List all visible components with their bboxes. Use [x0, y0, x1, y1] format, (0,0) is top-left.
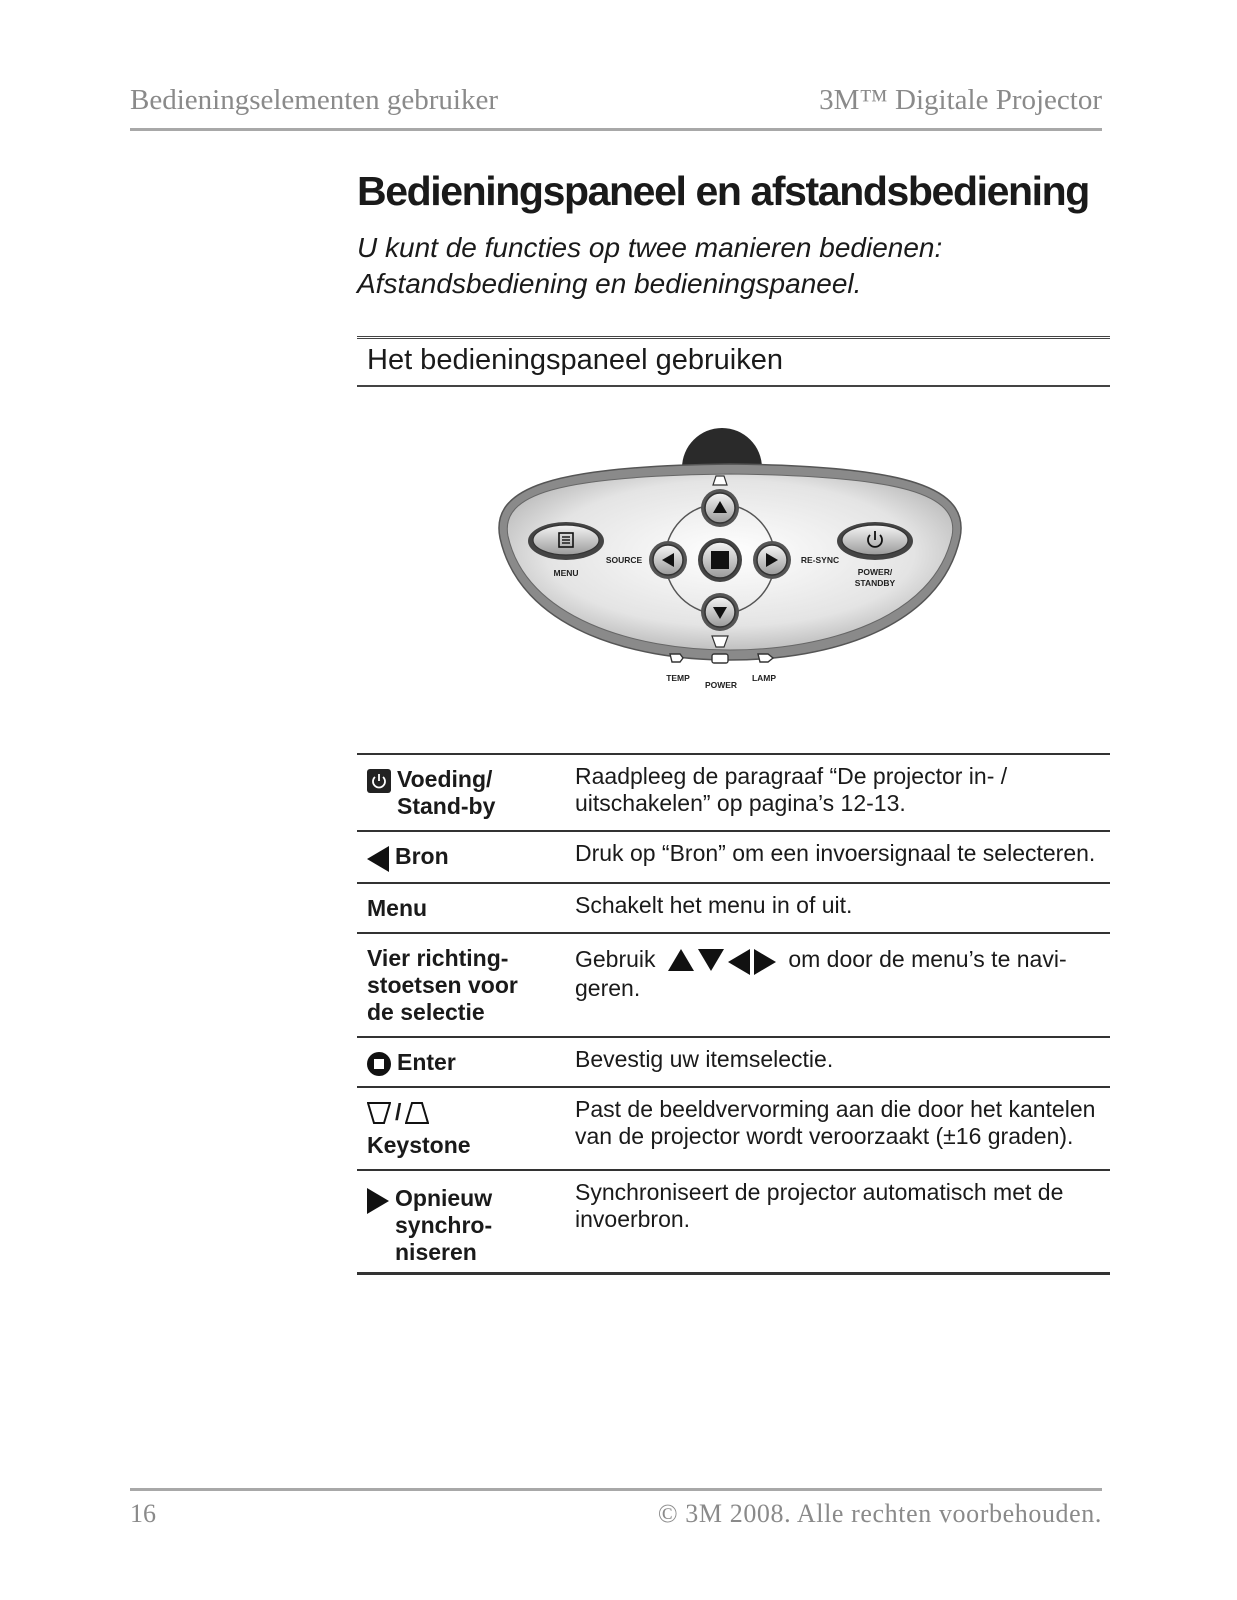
table-row	[357, 933, 1110, 1037]
row-description-before: Gebruik	[575, 946, 656, 972]
section-heading	[357, 336, 1110, 387]
row-description: Druk op “Bron” om een invoersignaal te selecteren.	[565, 831, 1110, 883]
panel-label-menu: MENU	[553, 568, 579, 578]
page-number: 16	[130, 1499, 156, 1528]
row-label: Opnieuw	[395, 1185, 493, 1211]
row-label: synchro-	[395, 1212, 493, 1238]
row-label: Voeding/	[397, 766, 493, 792]
keystone-up-mark	[713, 476, 727, 485]
row-label: Enter	[397, 1049, 456, 1075]
copyright-notice: © 3M 2008. Alle rechten voorbehouden.	[657, 1499, 1102, 1528]
right-arrow-icon	[754, 949, 776, 975]
enter-button[interactable]	[698, 538, 742, 582]
panel-label-source: SOURCE	[605, 555, 643, 565]
ir-sensor-dome	[682, 428, 762, 468]
led-label-power: POWER	[704, 680, 738, 690]
row-label-cell	[357, 883, 565, 933]
table-row	[357, 883, 1110, 933]
row-label-cell	[357, 1170, 565, 1274]
header-product-name: 3M™ Digitale Projector	[819, 84, 1102, 116]
row-description: Schakelt het menu in of uit.	[565, 883, 1110, 933]
header-section-title: Bedieningselementen gebruiker	[130, 84, 499, 116]
panel-label-resync: RE-SYNC	[800, 555, 840, 565]
row-description: Past de beeldvervorming aan die door het kantelen van de projector wordt veroorzaakt (±16 graden).	[565, 1087, 1110, 1170]
row-label: Bron	[395, 843, 449, 869]
row-label: Vier richting-	[367, 945, 509, 971]
row-description-after: om door de menu’s te navi-geren.	[575, 946, 1067, 1001]
row-label: de selectie	[367, 999, 485, 1025]
keystone-down-icon	[367, 1101, 391, 1125]
row-label: niseren	[395, 1239, 477, 1265]
row-label: stoetsen voor	[367, 972, 518, 998]
panel-label-standby: STANDBY	[854, 578, 896, 588]
right-arrow-icon	[367, 1188, 389, 1214]
row-label-cell	[357, 831, 565, 883]
row-description: Bevestig uw itemselectie.	[565, 1037, 1110, 1087]
control-panel-illustration	[490, 428, 980, 714]
panel-label-power: POWER/	[857, 567, 893, 577]
resync-right-button[interactable]	[753, 541, 791, 579]
menu-button[interactable]	[528, 522, 604, 560]
table-row	[357, 831, 1110, 883]
led-label-lamp: LAMP	[751, 673, 777, 683]
row-label: Keystone	[367, 1132, 471, 1158]
keystone-separator: /	[395, 1099, 402, 1125]
down-button[interactable]	[701, 593, 739, 631]
keystone-up-icon	[405, 1101, 429, 1125]
left-arrow-icon	[728, 949, 750, 975]
row-description: Raadpleeg de paragraaf “De projector in- / uitschakelen” op pagina’s 12-13.	[565, 754, 1110, 831]
power-standby-button[interactable]	[837, 522, 913, 560]
intro-line-2: Afstandsbediening en bedieningspaneel.	[357, 268, 862, 299]
row-label-cell	[357, 754, 565, 831]
running-footer	[130, 1488, 1102, 1537]
power-icon	[367, 769, 391, 793]
led-power	[712, 654, 728, 663]
running-header	[130, 84, 1102, 131]
section-heading-text: Het bedieningspaneel gebruiken	[367, 344, 783, 376]
direction-arrows	[668, 949, 776, 975]
down-arrow-icon	[698, 949, 724, 971]
row-label: Menu	[367, 895, 428, 921]
row-label-cell	[357, 1087, 565, 1170]
row-description	[565, 933, 1110, 1037]
intro-line-1: U kunt de functies op twee manieren bedienen:	[357, 232, 943, 263]
up-button[interactable]	[701, 489, 739, 527]
table-row	[357, 1087, 1110, 1170]
page-title: Bedieningspaneel en afstandsbediening	[357, 168, 1089, 214]
table-row	[357, 754, 1110, 831]
row-label-cell	[357, 933, 565, 1037]
led-label-temp: TEMP	[666, 673, 690, 683]
led-temp	[670, 654, 683, 662]
source-left-button[interactable]	[649, 541, 687, 579]
left-arrow-icon	[367, 846, 389, 872]
up-arrow-icon	[668, 949, 694, 971]
row-description: Synchroniseert de projector automatisch met de invoerbron.	[565, 1170, 1110, 1274]
table-row	[357, 1037, 1110, 1087]
table-row	[357, 1170, 1110, 1274]
intro-text	[357, 230, 1077, 302]
row-label: Stand-by	[397, 793, 496, 819]
enter-icon	[367, 1052, 391, 1076]
controls-table	[357, 753, 1110, 1275]
row-label-cell	[357, 1037, 565, 1087]
